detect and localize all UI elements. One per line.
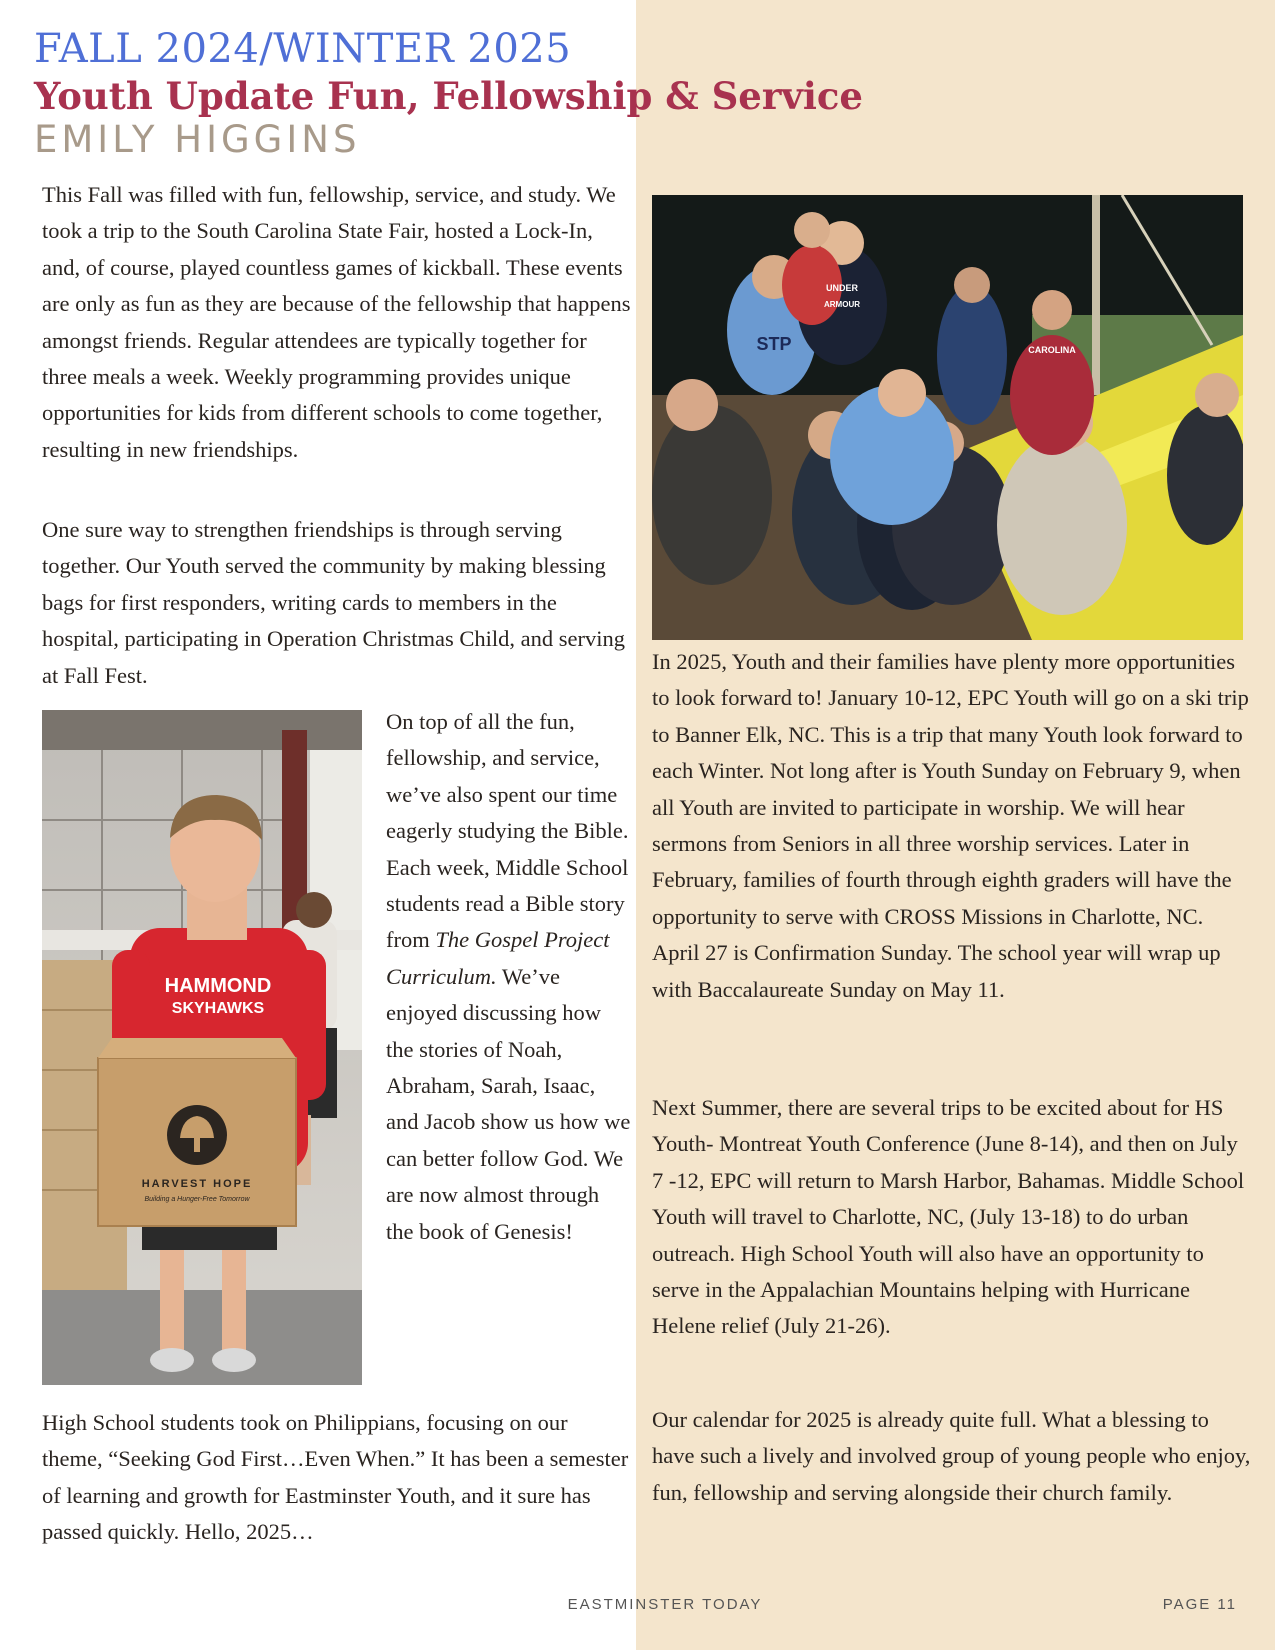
curriculum-title: The Gospel Project Curriculum. — [386, 927, 610, 989]
shirt-logo-label: STP — [756, 334, 792, 354]
article-title: Youth Update Fun, Fellowship & Service — [34, 74, 863, 118]
shirt-brand-line-1: UNDER — [825, 283, 859, 293]
shirt-line-1-label: HAMMOND — [164, 975, 272, 997]
footer-page-number: PAGE 11 — [1162, 1596, 1237, 1613]
article-author: EMILY HIGGINS — [34, 118, 361, 161]
left-paragraph-1: This Fall was filled with fun, fellowship, service, and study. We took a trip to the South Carolina State Fair, hosted a Lock-In, and, of course, played countless games of kickball. These events are only as fun as they are because of the fellowship that happens amongst friends. Regular attendees are typically together for three meals a week. Weekly programming provides unique opportunities for kids from different schools to come together, resulting in new friendships. — [42, 182, 631, 462]
left-paragraph-3-text-end: We’ve enjoyed discussing how the stories of Noah, Abraham, Sarah, Isaac, and Jacob show us how we can better follow God. We are now almost through the book of Genesis! — [386, 963, 631, 1244]
left-paragraph-3 — [386, 704, 632, 1250]
right-paragraph-2: Next Summer, there are several trips to be excited about for HS Youth- Montreat Youth Conference (June 8-14), and then on July 7 -12, EPC will return to Marsh Harbor, Bahamas. Middle School Youth will travel to Charlotte, NC, (July 13-18) to do urban outreach. High School Youth will also have an opportunity to serve in the Appalachian Mountains helping with Hurricane Helene relief (July 21-26). — [652, 1095, 1245, 1339]
youth-group-photo — [652, 195, 1243, 640]
right-paragraph-3: Our calendar for 2025 is already quite full. What a blessing to have such a lively and involved group of young people who enjoy, fun, fellowship and serving alongside their church family. — [652, 1407, 1251, 1505]
box-carrying-photo — [42, 710, 362, 1385]
left-paragraph-2: One sure way to strengthen friendships is through serving together. Our Youth served the community by making blessing bags for first responders, writing cards to members in the hospital, participating in Operation Christmas Child, and serving at Fall Fest. — [42, 517, 626, 688]
left-paragraph-4: High School students took on Philippians, focusing on our theme, “Seeking God First…Even When.” It has been a semester of learning and growth for Eastminster Youth, and it sure has passed quickly. Hello, 2025… — [42, 1410, 629, 1545]
right-paragraph-1: In 2025, Youth and their families have plenty more opportunities to look forward to! January 10-12, EPC Youth will go on a ski trip to Banner Elk, NC. This is a trip that many Youth look forward to each Winter. Not long after is Youth Sunday on February 9, when all Youth are invited to participate in worship. We will hear sermons from Seniors in all three worship services. Later in February, families of fourth through eighth graders will have the opportunity to serve with CROSS Missions in Charlotte, NC. April 27 is Confirmation Sunday. The school year will wrap up with Baccalaureate Sunday on May 11. — [652, 649, 1249, 1002]
shirt-line-2-label: SKYHAWKS — [171, 1000, 265, 1017]
box-brand-label: HARVEST HOPE — [141, 1178, 253, 1190]
hoodie-label: CAROLINA — [1028, 345, 1076, 355]
left-paragraph-3-text: On top of all the fun, fellowship, and service, we’ve also spent our time eagerly studying the Bible. Each week, Middle School students read a Bible story from — [386, 709, 629, 953]
box-tagline-label: Building a Hunger-Free Tomorrow — [144, 1196, 250, 1203]
shirt-brand-line-2: ARMOUR — [824, 300, 860, 309]
footer-publication: EASTMINSTER TODAY — [567, 1596, 763, 1613]
issue-season: FALL 2024/WINTER 2025 — [34, 26, 572, 72]
